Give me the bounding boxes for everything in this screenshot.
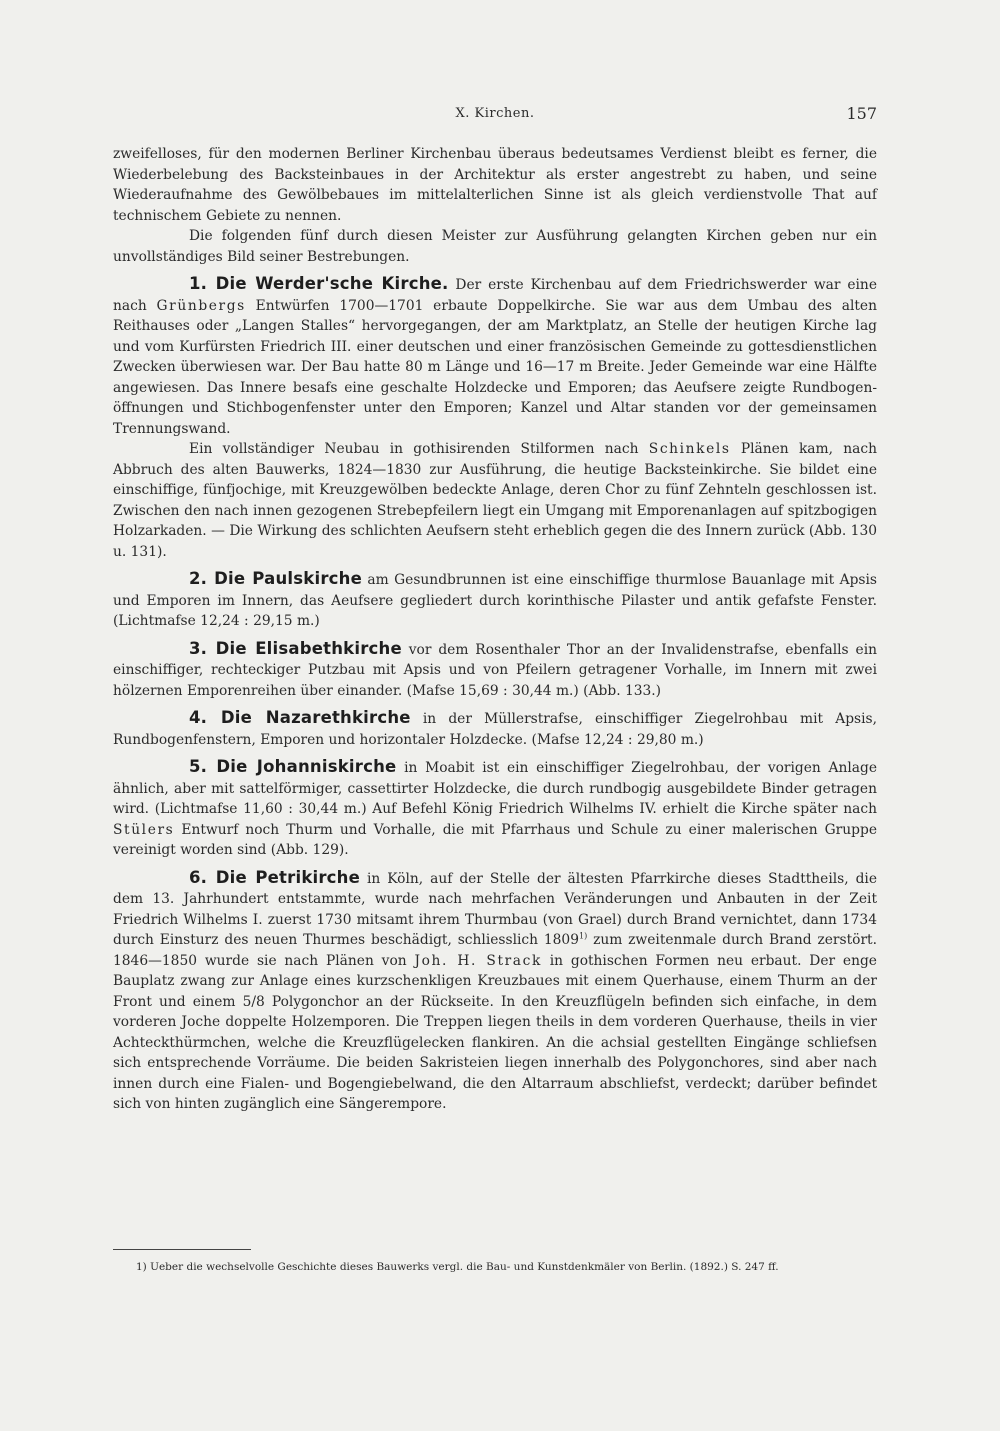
section-number: 4. [189,708,208,727]
section-heading [189,274,449,293]
section-heading [189,569,362,588]
footnote: 1) Ueber die wechselvolle Geschichte dieses Bauwerks vergl. die Bau- und Kunstdenkmäler von Berlin. (1892.) S. 247 ff. [136,1261,779,1273]
footnote-divider [113,1249,251,1250]
section-text: in gothischen Formen neu erbaut. Der enge Bauplatz zwang zur Anlage eines kurzschenkligen Kreuzbaues mit einem Querhause, einem Thurm an der Front und einem 5/8 Polygonchor an der Rückseite. In den Kreuzflügeln befinden sich einfache, in dem vorderen Joche doppelte Holzemporen. Die Treppen liegen theils in dem vorderen Querhause, theils in vier Achteckthürmchen, welche die Kreuzflügelecken flankiren. An die achsial gestellten Eingänge schliefsen sich entsprechende Vorräume. Die beiden Sakristeien liegen innerhalb des Polygonchores, sind aber nach innen durch eine Fialen- und Bogengiebelwand, die den Altarraum abschliefst, verdeckt; darüber befindet sich von hinten zugänglich eine Sängerempore. [113,952,877,1112]
page-header [113,104,877,126]
section-text: zum zweitenmale durch Brand zerstört. 1846—1850 wurde sie nach Plänen von [113,932,877,969]
section-title: Die Nazarethkirche [220,708,411,727]
section-text: Entwürfen 1700—1701 erbaute Doppelkirche. Sie war aus dem Umbau des alten Reithauses oder „Langen Stalles“ hervorgegangen, der am Marktplatz, an Stelle der heutigen Kirche lag und vom Kurfürsten Friedrich III. einer deutschen und einer französischen Gemeinde zu gottesdienstlichen Zwecken überwiesen war. Der Bau hatte 80 m Länge und 16—17 m Breite. Jeder Gemeinde war eine Hälfte angewiesen. Das Innere besafs eine geschalte Holzdecke und Emporen; das Aeufsere zeigte Rundbogen-öffnungen und Stichbogenfenster unter den Emporen; Kanzel und Altar standen vor der gemeinsamen Trennungswand. [113,297,877,437]
intro-paragraph-2: Die folgenden fünf durch diesen Meister zur Ausführung gelangten Kirchen geben nur ein unvollständiges Bild seiner Bestrebungen. [113,228,877,265]
architect-name: Schinkels [648,441,731,457]
section-heading [189,868,360,887]
section-text: am Gesundbrunnen ist eine einschiffige thurmlose Bauanlage mit Apsis und Emporen im Innern, das Aeufsere gegliedert durch korinthische Pilaster und antik gefafste Fenster. (Lichtmafse 12,24 : 29,15 m.) [113,572,877,629]
section-johanniskirche [113,757,877,861]
architect-name: Stülers [113,821,175,838]
section-heading [189,708,411,727]
section-werdersche-kirche-neubau [113,439,877,562]
section-number: 6. [189,867,208,887]
section-heading [189,639,402,658]
section-number: 3. [189,638,208,658]
section-text: in Moabit ist ein einschiffiger Ziegelrohbau, der vorigen Anlage ähnlich, aber mit sattelförmiger, cassettirter Holzdecke, die durch rundbogig ausgebildete Binder getragen wird. (Lichtmafse 11,60 : 30,44 m.) Auf Befehl König Friedrich Wilhelms IV. erhielt die Kirche später nach [113,760,877,817]
section-title: Die Elisabethkirche [215,638,402,658]
section-text: in Köln, auf der Stelle der ältesten Pfarrkirche dieses Stadttheils, die dem 13. Jahrhundert entstammte, wurde nach mehrfachen Veränderungen und Anbauten in der Zeit Friedrich Wilhelms I. zuerst 1730 mitsamt ihrem Thurmbau (von Grael) durch Brand vernichtet, dann 1734 durch Einsturz des neuen Thurmes beschädigt, schliesslich 1809 [113,870,877,948]
section-nazarethkirche [113,708,877,750]
section-number: 2. [189,569,208,588]
section-title: Die Petrikirche [215,867,361,887]
architect-name: Grünbergs [156,297,246,314]
section-number: 5. [189,757,208,776]
section-paulskirche [113,569,877,632]
footnote-marker: 1) [578,931,588,941]
section-text: Der erste Kirchenbau auf dem Friedrichswerder war eine nach [113,277,877,314]
section-text: Plänen kam, nach Abbruch des alten Bauwerks, 1824—1830 zur Ausführung, die heutige Backsteinkirche. Sie bildet eine einschiffige, fünfjochige, mit Kreuzgewölben bedeckte Anlage, deren Chor zu fünf Zehnteln geschlossen ist. Zwischen den nach innen gezogenen Strebepfeilern liegt ein Umgang mit Emporenanlagen auf spitzbogigen Holzarkaden. — Die Wirkung des schlichten Aeufsern steht erheblich gegen die des Innern zurück (Abb. 130 u. 131). [113,441,877,560]
section-text: Ein vollständiger Neubau in gothisirenden Stilformen nach [189,441,649,457]
architect-name: Joh. H. Strack [414,952,542,969]
section-title: Die Johanniskirche [216,757,397,776]
section-petrikirche [113,868,877,1115]
section-text: in der Müllerstrafse, einschiffiger Ziegelrohbau mit Apsis, Rundbogenfenstern, Emporen und horizontaler Holzdecke. (Mafse 12,24 : 29,80 m.) [113,711,877,748]
body-text [113,144,877,1115]
intro-paragraph: zweifelloses, für den modernen Berliner Kirchenbau überaus bedeutsames Verdienst bleibt es ferner, die Wiederbelebung des Backsteinbaues in der Architektur als erster angestrebt zu haben, und seine Wiederaufnahme des Gewölbebaues im mittelalterlichen Sinne ist als gleich verdienstvolle That auf technischem Gebiete zu nennen. [113,146,877,224]
section-title: Die Werder'sche Kirche. [215,274,449,293]
running-title: X. Kirchen. [455,106,535,121]
section-number: 1. [189,274,208,293]
page-number: 157 [846,104,877,123]
section-werdersche-kirche [113,274,877,439]
section-title: Die Paulskirche [214,569,362,588]
section-text: Entwurf noch Thurm und Vorhalle, die mit Pfarrhaus und Schule zu einer malerischen Gruppe vereinigt worden sind (Abb. 129). [113,821,877,858]
section-text: vor dem Rosenthaler Thor an der Invalidenstrafse, ebenfalls ein einschiffiger, rechteckiger Putzbau mit Apsis und von Pfeilern getragener Vorhalle, im Innern mit zwei hölzernen Emporenreihen über einander. (Mafse 15,69 : 30,44 m.) (Abb. 133.) [113,641,877,699]
section-elisabethkirche [113,639,877,702]
section-heading [189,757,396,776]
